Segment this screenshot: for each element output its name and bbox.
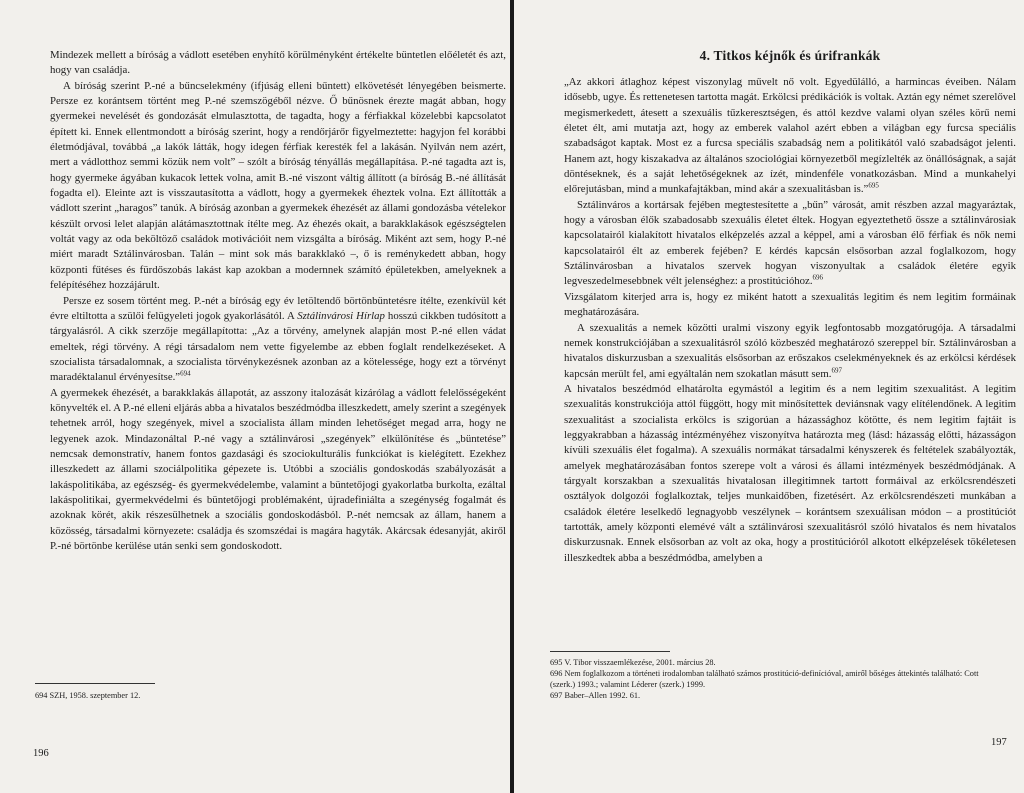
- right-paragraph-3: Vizsgálatom kiterjed arra is, hogy ez miként hatott a szexualitás legitim és nem legitim formáinak meghatározására.: [564, 290, 1016, 319]
- left-page-number: 196: [33, 748, 49, 759]
- footnote-number: 694: [35, 691, 48, 700]
- left-paragraph-1: Mindezek mellett a bíróság a vádlott esetében enyhítő körülményként értékelte büntetlen előéletét és azt, hogy van családja.: [50, 49, 506, 77]
- right-paragraph-2: Sztálinváros a kortársak fejében megtestesítette a „bűn” városát, amit részben azzal magyaráztak, hogy a városban élők szabadosabb szexuális életet éltek. Hogyan egyeztethető össze a sztálinvárosiak kapcsolatairól kialakított hivatalos elképzelés azzal a képpel, ami a városban élő férfiak és nők nemi kapcsolatairól élt az emberek fejében? E kérdés kapcsán elsősorban azzal foglalkozom, hogy Sztálinvárosban a hivatalos szervek hogyan viszonyultak a családok életére egyik legveszedelmesebbnek vélt jelenséghez: a prostitúcióhoz.$^{696}$: [564, 198, 1016, 288]
- right-page-number: 197: [991, 737, 1007, 748]
- right-footnote-695: [550, 657, 990, 668]
- footnote-text: V. Tibor visszaemlékezése, 2001. március 28.: [564, 658, 716, 667]
- right-paragraph-1: „Az akkori átlaghoz képest viszonylag művelt nő volt. Egyedülálló, a harmincas éveiben. Nálam idősebb, ugye. És rettenetesen tartotta magát. Erkölcsi prédikációk is voltak. Aztán egy német szerelővel megismerkedett, átesett a szexuális tűzkeresztségen, és attól kezdve valami olyan széles körű nemi életet élt, ami mutatja azt, hogy az emberek valahol azért ebben a világban egy furcsa speciális szabadságot kaptak. Most ez a furcsa speciális szabadság nem a politikától való szabadságot jelenti. Hanem azt, hogy kiszakadva az általános szociológiai környezetből megízlelték az önállóságnak, a saját döntéseknek, és a saját lehetőségeknek az ízét, mindenféle vonatkozásban. Mind a munkahelyi előrejutásban, mind a munkafajtákban, mind akár a szexualitásban is.”$^{695}$: [564, 76, 1016, 196]
- left-paragraph-2: A bíróság szerint P.-né a bűncselekmény (ifjúság elleni bűntett) elkövetését lényegében beismerte. Persze ez korántsem történt meg P.-né szemszögéből nézve. Ő bűnösnek érezte magát abban, hogy gyermekei nevelését és gondozását elmulasztotta, de tagadta, hogy a férfiakkal közelebbi kapcsolatot épített ki. Ennek ellentmondott a bíróság szerint, hogy a rendőrjárőr figyelmeztette: hagyjon fel korábbi életmódjával, továbbá „a lakók látták, hogy idegen férfiak keresték fel a lakásán. Nyilván nem azért, mert a vádlotthoz semmi közük nem volt” – szólt a bíróság tényállás megállapítása. P.-né tagadta azt is, hogy gyermeke ágyában kukacok lettek volna, amit B.-né viszont váltig állított (a bíróság B.-né állítását fogadta el). Eleinte azt is visszautasította a vádlott, hogy a gyermekek éheztek volna. Ezt állították a vádlott szerint „haragos” tanúk. A bíróság azonban a gyermekek éhezését az állami gondozásba vételekor készült orvosi lelet alapján alátámasztottnak ítélte meg. Az éhezés okait, a barakklakások egészségtelen voltát vagy az oda beköltöző családok motivációit nem vizsgálta a bíróság. Miként azt sem, hogy P.-né miért maradt Sztálinvárosban. Talán – mint sok más barakklakó –, ő is reménykedett abban, hogy központi fűtéses és fürdőszobás lakást kap azokban a modernnek számító épületekben, amelyeknek a felépítéséhez hozzájárult.: [50, 79, 506, 292]
- footnote-ref: 695: [868, 181, 879, 190]
- right-paragraph-4: A szexualitás a nemek közötti uralmi viszony egyik legfontosabb mozgatórugója. A társadalmi nemek konstrukciójában a szexualitásról szóló közbeszéd meghatározó szereppel bír. Sztálinvárosban a hivatalos diskurzusban a szexualitás elsősorban az erőszakos cselekményeknek és az erkölcsi kérdések kapcsán merült fel, ami egyáltalán nem szokatlan másutt sem.$^{697}$: [564, 321, 1016, 380]
- left-paragraph-4: A gyermekek éhezését, a barakklakás állapotát, az asszony italozását kizárólag a vádlott felelősségeként könyvelték el. A P.-né elleni eljárás abba a hivatalos beszédmódba illeszkedett, amely szerint a szegények tehetnek arról, hogy szegények, mivel a szocialista állam minden lehetőséget megad arra, hogy ne legyenek azok. Mindazonáltal P.-né vagy a sztálinvárosi „szegények” elkülönítése és „büntetése” nemcsak demonstratív, hanem fontos gazdasági és szociokulturális funkciókat is kielégített. Ezekhez illeszkedett az állami szociálpolitika gépezete is. Utóbbi a szociális gondoskodás szabályozását a lakáspolitikába, az egészség- és gyermekvédelembe, valamint a büntetőjogi gyakorlatba burkolta, ezáltal lakáspolitikai, gyermekvédelmi és büntetőjogi problémaként, újradefiniálta a szegénység fogalmát és azoknak körét, akik részesülhetnek a szociális gondoskodásból. P.-nét nemcsak az állam, hanem a közösség, társadalmi környezete: családja és szomszédai is magára hagyták. Akárcsak édesanyját, akiről P.-né börtönbe kerülése után senki sem gondoskodott.: [50, 386, 506, 552]
- left-page: [0, 0, 510, 793]
- footnote-ref: 697: [831, 365, 842, 374]
- right-footnote-rule: [550, 651, 670, 652]
- footnote-ref: 694: [180, 369, 191, 378]
- left-page-body: [50, 48, 506, 668]
- newspaper-title-italic: Sztálinvárosi Hírlap: [297, 309, 385, 322]
- right-footnote-696: [550, 668, 990, 690]
- left-footnote-694: [35, 690, 335, 701]
- footnote-number: 697: [550, 691, 563, 700]
- footnote-number: 695: [550, 658, 563, 667]
- right-footnotes: [550, 657, 990, 701]
- right-paragraph-5: A hivatalos beszédmód elhatárolta egymástól a legitim és a nem legitim szexualitást. A legitim szexualitás konstrukciója attól függött, hogy mit minősítettek deviánsnak vagy elítélendőnek. A legitim szexualitást a szocialista erkölcs is szigorúan a házassághoz kötötte, és nem legitim fajtáit is leggyakrabban a házasság intézményéhez viszonyítva határozta meg (lásd: házasság előtti, házasságon kívüli szexuális élet fogalma). A szexuális normákat társadalmi kényszerek és feltételek szabályozták, amelyek meghatározásában fontos szerepe volt a városi és állami intézmények beszédmódjának. A tárgyalt korszakban a szexualitás hivatalosan illegitimnek tartott formáival az erkölcsrendészeti osztályok dolgozói foglalkoztak, teljes munkaidőben, fizetésért. Az erkölcsrendészeti munkában a családok életére leselkedő legnagyobb veszélynek – korántsem szexuálisan módon – a prostitúciót tartották, amely központi elemévé vált a sztálinvárosi szexualitásról szóló hivatalos és nem hivatalos diskurzusnak. Ennek elsősorban az volt az oka, hogy a prostitúcióról alkotott elképzelések tökéletesen illeszkedtek abba a beszédmódba, amelyben a: [564, 382, 1016, 564]
- left-paragraph-3: Persze ez sosem történt meg. P.-nét a bíróság egy év letöltendő börtönbüntetésre ítélte, ezenkívül két évre eltiltotta a szülői felügyeleti jogok gyakorlásától. A Sztálinvárosi Hírlap hosszú cikkben tudósított a tárgyalásról. A cikk szerzője megállapította: „Az a törvény, amelynek alapján most P.-né ellen vádat emeltek, régi törvény. A régi társadalom nem vette figyelembe az ebben foglalt rendelkezéseket. A szocialista társadalomnak, a szocialista törvénykezésnek azonban az a kötelessége, hogy ezt a törvényt maradéktalanul érvényesítse.”$^{694}$: [50, 294, 506, 384]
- left-footnote-rule: [35, 683, 155, 684]
- footnote-number: 696: [550, 669, 563, 678]
- right-page: [514, 0, 1024, 793]
- footnote-text: SZH, 1958. szeptember 12.: [49, 691, 141, 700]
- chapter-title: 4. Titkos kéjnők és úrifrankák: [699, 48, 881, 63]
- right-page-body: [564, 48, 1016, 638]
- footnote-text: Nem foglalkozom a történeti irodalomban található számos prostitúció-definícióval, amiről bőséges áttekintés található: Cott (szerk.) 1993.; valamint Léderer (szerk.) 1999.: [550, 669, 979, 689]
- right-footnote-697: [550, 690, 990, 701]
- footnote-ref: 696: [812, 273, 824, 282]
- footnote-text: Baber–Allen 1992. 61.: [564, 691, 641, 700]
- left-footnotes: [35, 690, 335, 701]
